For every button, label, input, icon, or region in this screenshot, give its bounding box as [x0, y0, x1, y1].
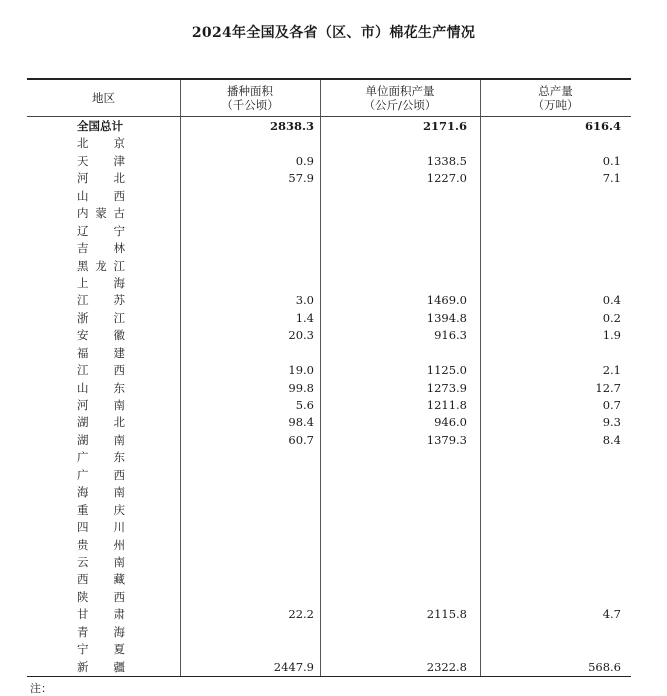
output-value: 2.1 [602, 363, 621, 378]
table-row [27, 240, 631, 257]
yield-value: 1379.3 [426, 432, 467, 447]
footnote-label: 注： [30, 682, 52, 695]
table-row [27, 362, 631, 379]
yield-value: 2322.8 [426, 659, 467, 674]
output-value: 0.1 [602, 153, 621, 168]
yield-value: 1469.0 [426, 293, 467, 308]
region-name: 甘 肃 [77, 607, 125, 622]
table-row [27, 135, 631, 152]
table-row [27, 659, 631, 676]
region-name: 湖 北 [77, 415, 125, 430]
header-region-label: 地区 [92, 91, 115, 105]
table-row [27, 258, 631, 275]
region-name: 宁 夏 [77, 642, 125, 657]
header-yield-unit: （公斤/公顷） [363, 98, 437, 112]
table-title: 2024年全国及各省（区、市）棉花生产情况 [191, 25, 476, 41]
region-name: 重 庆 [77, 502, 125, 517]
output-value: 8.4 [602, 432, 621, 447]
yield-value: 2171.6 [422, 119, 467, 133]
table-row [27, 571, 631, 588]
table-row [27, 519, 631, 536]
region-name: 广 东 [77, 450, 125, 465]
output-value: 7.1 [602, 171, 621, 186]
region-name: 新 疆 [77, 659, 125, 674]
area-value: 57.9 [288, 171, 314, 186]
table-row [27, 310, 631, 327]
area-value: 99.8 [288, 380, 314, 395]
table-body [27, 118, 631, 676]
table-row [27, 606, 631, 623]
region-name: 海 南 [77, 485, 125, 500]
area-value: 1.4 [295, 310, 314, 325]
cotton-production-table [27, 78, 631, 677]
yield-value: 1227.0 [426, 171, 467, 186]
table-row [27, 484, 631, 501]
table-row [27, 275, 631, 292]
region-name: 广 西 [77, 467, 125, 482]
area-value: 98.4 [288, 415, 314, 430]
output-value: 4.7 [602, 607, 621, 622]
region-name: 全国总计 [77, 119, 123, 133]
table-row [27, 397, 631, 414]
header-output-unit: （万吨） [532, 98, 579, 112]
table-row [27, 223, 631, 240]
region-name: 天 津 [77, 153, 125, 168]
output-value: 616.4 [584, 119, 621, 133]
yield-value: 946.0 [434, 415, 467, 430]
region-name: 贵 州 [77, 537, 125, 552]
table-row [27, 345, 631, 362]
table-row [27, 380, 631, 397]
region-name: 北 京 [77, 136, 125, 151]
table-row-total [27, 118, 631, 135]
header-output-label: 总产量 [538, 84, 573, 98]
region-name: 安 徽 [77, 328, 125, 343]
output-value: 0.7 [602, 398, 621, 412]
region-name: 黑 龙 江 [77, 258, 125, 273]
table-row [27, 432, 631, 449]
area-value: 20.3 [288, 328, 314, 343]
region-name: 云 南 [77, 554, 125, 569]
table-row [27, 624, 631, 641]
area-value: 2447.9 [273, 659, 314, 674]
header-divider [27, 116, 631, 117]
table-row [27, 449, 631, 466]
output-value: 0.2 [602, 310, 621, 325]
output-value: 1.9 [602, 328, 621, 343]
yield-value: 2115.8 [426, 607, 467, 622]
table-row [27, 589, 631, 606]
yield-value: 1394.8 [426, 310, 467, 325]
yield-value: 916.3 [434, 328, 467, 343]
table-row [27, 502, 631, 519]
region-name: 吉 林 [77, 241, 125, 256]
header-region [27, 80, 180, 116]
area-value: 19.0 [288, 363, 314, 378]
header-area [180, 80, 320, 116]
region-name: 上 海 [77, 275, 125, 290]
table-row [27, 467, 631, 484]
table-row [27, 170, 631, 187]
region-name: 西 藏 [77, 572, 125, 587]
area-value: 0.9 [295, 153, 314, 168]
table-row [27, 153, 631, 170]
region-name: 福 建 [77, 345, 125, 360]
region-name: 内 蒙 古 [77, 206, 125, 221]
header-yield [320, 80, 480, 116]
table-row [27, 327, 631, 344]
table-row [27, 292, 631, 309]
region-name: 浙 江 [77, 310, 125, 325]
table-row [27, 537, 631, 554]
yield-value: 1211.8 [426, 398, 467, 412]
region-name: 山 西 [77, 188, 125, 203]
region-name: 陕 西 [77, 589, 125, 604]
output-value: 568.6 [588, 659, 621, 674]
area-value: 3.0 [295, 293, 314, 308]
table-row [27, 554, 631, 571]
region-name: 四 川 [77, 520, 125, 535]
region-name: 河 南 [77, 398, 125, 412]
region-name: 辽 宁 [77, 223, 125, 238]
area-value: 5.6 [295, 398, 314, 412]
area-value: 60.7 [288, 432, 314, 447]
table-row [27, 188, 631, 205]
table-row [27, 205, 631, 222]
region-name: 江 苏 [77, 293, 125, 308]
yield-value: 1273.9 [426, 380, 467, 395]
table-row [27, 414, 631, 431]
output-value: 9.3 [602, 415, 621, 430]
yield-value: 1338.5 [426, 153, 467, 168]
area-value: 22.2 [288, 607, 314, 622]
region-name: 河 北 [77, 171, 125, 186]
region-name: 青 海 [77, 624, 125, 639]
region-name: 湖 南 [77, 432, 125, 447]
header-yield-label: 单位面积产量 [365, 84, 435, 98]
area-value: 2838.3 [269, 119, 314, 133]
output-value: 0.4 [602, 293, 621, 308]
header-area-unit: （千公顷） [221, 98, 279, 112]
region-name: 江 西 [77, 363, 125, 378]
output-value: 12.7 [595, 380, 621, 395]
region-name: 山 东 [77, 380, 125, 395]
yield-value: 1125.0 [426, 363, 467, 378]
header-area-label: 播种面积 [227, 84, 273, 98]
table-row [27, 641, 631, 658]
header-output [480, 80, 631, 116]
